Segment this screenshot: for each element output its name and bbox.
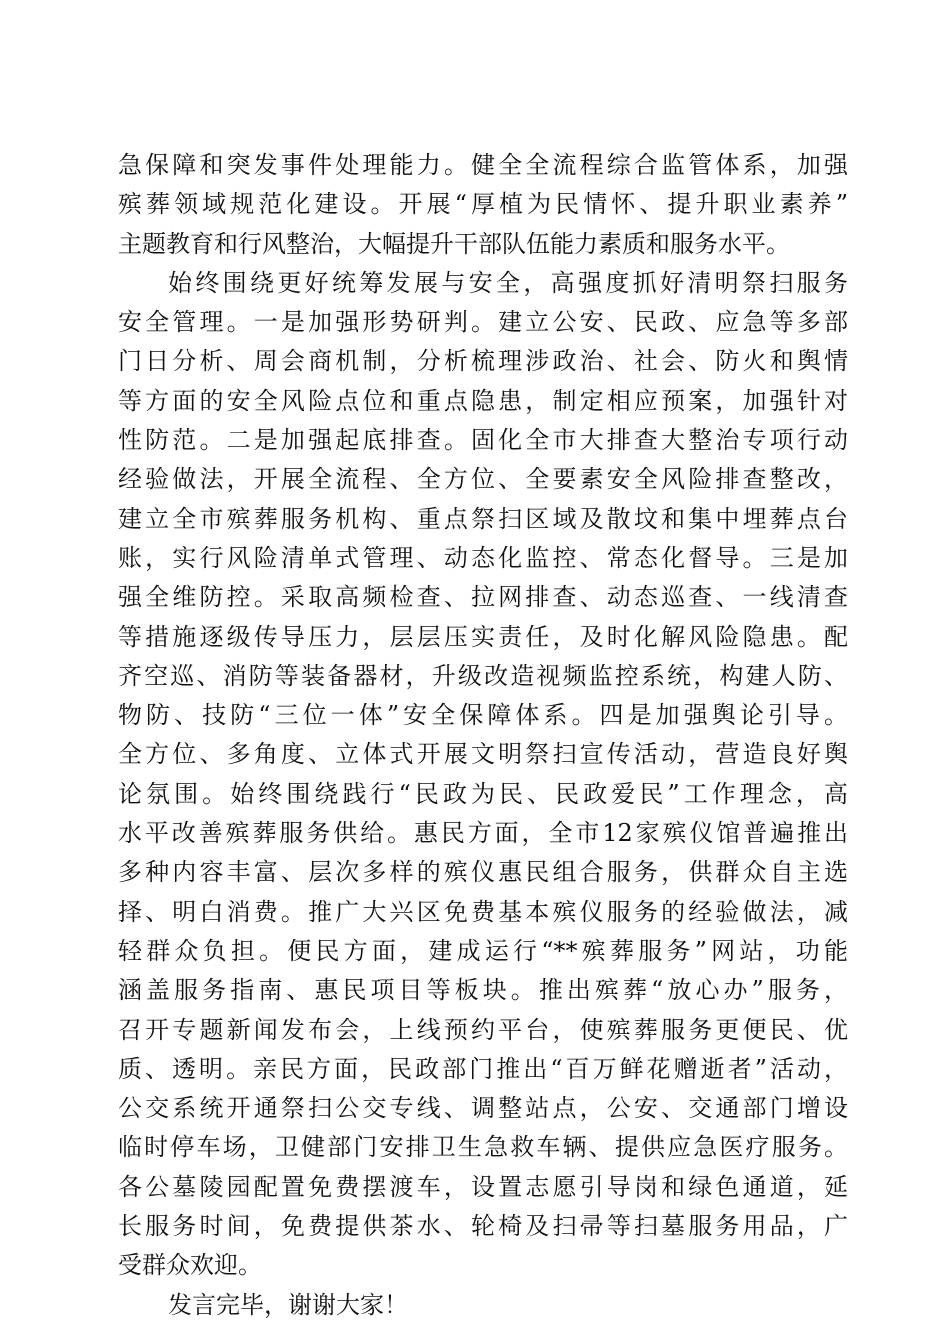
text-line: 主题教育和行风整治，大幅提升干部队伍能力素质和服务水平。 <box>118 229 790 258</box>
closing-line: 发言完毕，谢谢大家！ <box>168 1290 408 1319</box>
text-line: 急保障和突发事件处理能力。健全全流程综合监管体系，加强 <box>118 151 848 179</box>
text-line: 门日分析、周会商机制，分析梳理涉政治、社会、防火和舆情 <box>118 347 848 376</box>
text-line: 受群众欢迎。 <box>118 1251 262 1280</box>
text-line: 强全维防控。采取高频检查、拉网排查、动态巡查、一线清查 <box>118 583 848 612</box>
text-line: 多种内容丰富、层次多样的殡仪惠民组合服务，供群众自主选 <box>118 858 848 887</box>
text-line: 经验做法，开展全流程、全方位、全要素安全风险排查整改， <box>118 465 848 494</box>
text-line: 账，实行风险清单式管理、动态化监控、常态化督导。三是加 <box>118 543 848 572</box>
text-line: 齐空巡、消防等装备器材，升级改造视频监控系统，构建人防、 <box>118 661 848 690</box>
text-line: 涵盖服务指南、惠民项目等板块。推出殡葬“放心办”服务， <box>118 976 848 1005</box>
text-line: 各公墓陵园配置免费摆渡车，设置志愿引导岗和绿色通道，延 <box>118 1172 848 1201</box>
text-line: 性防范。二是加强起底排查。固化全市大排查大整治专项行动 <box>118 426 848 455</box>
text-line: 择、明白消费。推广大兴区免费基本殡仪服务的经验做法，减 <box>118 897 848 926</box>
text-line: 召开专题新闻发布会，上线预约平台，使殡葬服务更便民、优 <box>118 1015 848 1044</box>
paragraph-start-line: 始终围绕更好统筹发展与安全，高强度抓好清明祭扫服务 <box>168 268 848 297</box>
text-line: 轻群众负担。便民方面，建成运行“**殡葬服务”网站，功能 <box>118 936 848 965</box>
text-line: 等方面的安全风险点位和重点隐患，制定相应预案，加强针对 <box>118 386 848 415</box>
text-line: 建立全市殡葬服务机构、重点祭扫区域及散坟和集中埋葬点台 <box>118 504 848 533</box>
text-line: 全方位、多角度、立体式开展文明祭扫宣传活动，营造良好舆 <box>118 740 848 769</box>
body-text <box>118 146 848 1325</box>
text-line: 水平改善殡葬服务供给。惠民方面，全市12家殡仪馆普遍推出 <box>118 819 848 848</box>
text-line: 质、透明。亲民方面，民政部门推出“百万鲜花赠逝者”活动， <box>118 1054 848 1083</box>
text-line: 殡葬领域规范化建设。开展“厚植为民情怀、提升职业素养” <box>118 190 848 219</box>
text-line: 长服务时间，免费提供茶水、轮椅及扫帚等扫墓服务用品，广 <box>118 1212 848 1241</box>
text-line: 等措施逐级传导压力，层层压实责任，及时化解风险隐患。配 <box>118 622 848 651</box>
text-line: 临时停车场，卫健部门安排卫生急救车辆、提供应急医疗服务。 <box>118 1133 848 1162</box>
text-line: 论氛围。始终围绕践行“民政为民、民政爱民”工作理念，高 <box>118 779 848 808</box>
text-line: 公交系统开通祭扫公交专线、调整站点，公安、交通部门增设 <box>118 1094 848 1123</box>
text-line: 物防、技防“三位一体”安全保障体系。四是加强舆论引导。 <box>118 701 848 730</box>
text-line: 安全管理。一是加强形势研判。建立公安、民政、应急等多部 <box>118 308 848 337</box>
